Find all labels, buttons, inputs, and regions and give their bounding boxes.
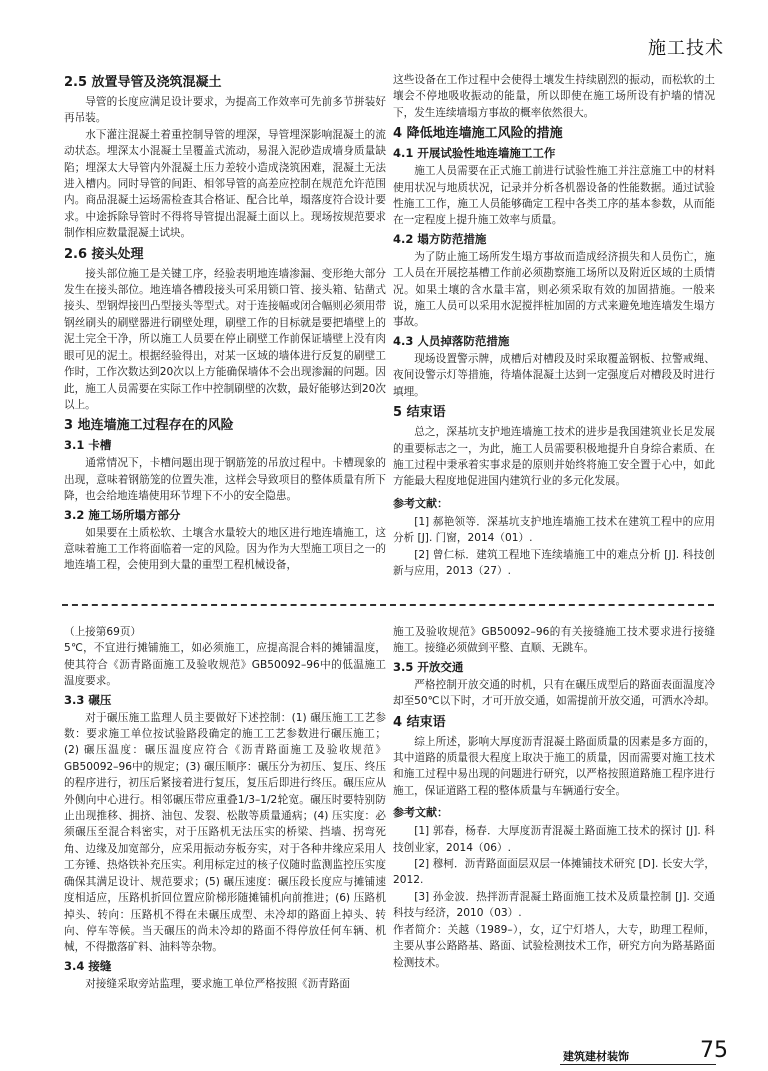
paragraph: 综上所述，影响大厚度沥青混凝土路面质量的因素是多方面的，其中道路的质量很大程度上取决于施工的质量，因而需要对施工技术和施工过程中易出现的问题进行研究，以严格按照道路施工程序进行施工，保证道路工程的整体质量与车辆通行安全。 — [393, 735, 715, 797]
reference-item: [1] 郝艳领等．深基坑支护地连墙施工技术在建筑工程中的应用分析 [J]. 门窗，2014（01）. — [393, 515, 715, 545]
subsection-heading: 4.2 塌方防范措施 — [393, 231, 487, 246]
subsection-heading: 3.1 卡槽 — [64, 438, 112, 453]
references-heading: 参考文献： — [393, 496, 448, 510]
paragraph: （上接第69页） — [64, 626, 142, 638]
paragraph: 严格控制开放交通的时机，只有在碾压成型后的路面表面温度冷却至50℃以下时，才可开放交通，如需提前开放交通，可洒水冷却。 — [393, 678, 715, 708]
subsection-heading: 3.3 碾压 — [64, 692, 112, 707]
footer-rule — [560, 1064, 716, 1065]
article-column-top-right — [393, 72, 715, 579]
paragraph: 现场设置警示牌，成槽后对槽段及时采取覆盖钢板、拉警戒绳、夜间设警示灯等措施，待墙体混凝土达到一定强度后对槽段及时进行填埋。 — [393, 352, 715, 398]
paragraph: 如果要在土质松软、土壤含水量较大的地区进行地连墙施工，这意味着施工工作将面临着一定的风险。因为作为大型施工项目之一的地连墙工程，会使用到大量的重型工程机械设备， — [64, 526, 386, 572]
reference-item: [1] 郭春，杨春．大厚度沥青混凝土路面施工技术的探讨 [J]. 科技创业家，2014（06）. — [393, 825, 715, 854]
paragraph: 作者简介：关越（1989–），女，辽宁灯塔人，大专，助理工程师，主要从事公路路基、路面、试验检测技术工作，研究方向为路基路面检测技术。 — [393, 923, 715, 969]
section-heading: 2.5 放置导管及浇筑混凝土 — [64, 75, 222, 90]
subsection-heading: 4.3 人员掉落防范措施 — [393, 333, 510, 348]
reference-item: [3] 孙金波．热拌沥青混凝土路面施工技术及质量控制 [J]. 交通科技与经济，2010（03）. — [393, 890, 715, 920]
section-heading: 4 结束语 — [393, 714, 446, 730]
reference-item: [2] 穆柯．沥青路面面层双层一体摊铺技术研究 [D]. 长安大学，2012. — [393, 858, 715, 887]
article-column-bottom-right — [393, 624, 715, 971]
reference-item: [2] 曾仁标．建筑工程地下连续墙施工中的难点分析 [J]. 科技创新与应用，2013（27）. — [393, 548, 715, 577]
subsection-heading: 3.4 接缝 — [64, 958, 112, 973]
paragraph: 施工人员需要在正式施工前进行试验性施工并注意施工中的材料使用状况与地质状况，记录并分析各机器设备的性能数据。通过试验性施工工作，施工人员能够确定工程中各类工序的基本参数，从而能在一定程度上提升施工效率与质量。 — [393, 165, 715, 227]
paragraph: 施工及验收规范》GB50092–96的有关接缝施工技术要求进行接缝施工。接缝必须做到平整、直顺、无跳车。 — [393, 626, 715, 655]
page-number: 75 — [700, 1038, 728, 1063]
subsection-heading: 4.1 开展试验性地连墙施工工作 — [393, 146, 556, 161]
paragraph: 接头部位施工是关键工序，经验表明地连墙渗漏、变形绝大部分发生在接头部位。地连墙各槽段接头可采用锁口管、接头箱、钻凿式接头、型钢焊接凹凸型接头等型式。对于连接幅或闭合幅则必须用带钢丝刷头的刷壁器进行刷壁处理，刷壁工作的目标就是要把墙壁上的泥土完全干净，所以施工人员要在停止刷壁工作前保证墙壁上没有肉眼可见的泥土。根据经验得出，对某一区域的墙体进行反复的刷壁工作时，工作次数达到20次以上方能确保墙体不会出现渗漏的问题。因此，施工人员需要在实际工作中控制刷壁的次数，最好能够达到20次以上。 — [64, 267, 386, 411]
article-column-top-left — [64, 70, 386, 574]
section-heading: 3 地连墙施工过程存在的风险 — [64, 418, 234, 434]
article-divider — [62, 604, 714, 606]
subsection-heading: 3.2 施工场所塌方部分 — [64, 507, 181, 522]
paragraph: 5℃，不宜进行摊铺施工，如必须施工，应提高混合料的摊铺温度，使其符合《沥青路面施工及验收规范》GB50092–96中的低温施工温度要求。 — [64, 642, 386, 688]
paragraph: 对于碾压施工监理人员主要做好下述控制：(1) 碾压施工工艺参数：要求施工单位按试验路段确定的施工工艺参数进行碾压施工；(2) 碾压温度：碾压温度应符合《沥青路面施工及验收规范》GB50092–96中的规定；(3) 碾压顺序：碾压分为初压、复压、终压的程序进行，初压后紧接着进行复压，复压后即进行终压。碾压应从外侧向中心进行。相邻碾压带应重叠1/3–1/2轮宽。碾压时要特别防止出现推移、拥挤、油包、发裂、松散等质量通病；(4) 压实度：必须碾压至混合料密实，对于压路机无法压实的桥梁、挡墙、拐弯死角、边缘及加宽部分，应采用振动夯板夯实，对于各种井缘应采用人工夯锤、热烙铁补充压实。利用标定过的核子仪随时监测监控压实度确保其满足设计、规范要求；(5) 碾压速度：碾压段长度应与摊铺速度相适应，压路机折回位置应阶梯形随摊铺机向前推进；(6) 压路机掉头、转向：压路机不得在未碾压成型、未冷却的路面上掉头、转向、停车等候。当天碾压的尚未冷却的路面不得停放任何车辆、机械，不得撒落矿料、油料等杂物。 — [64, 711, 386, 954]
section-heading: 5 结束语 — [393, 405, 446, 421]
paragraph: 水下灌注混凝土着重控制导管的埋深，导管埋深影响混凝土的流动状态。埋深太小混凝土呈覆盖式流动，易混入泥砂造成墙身质量缺陷；埋深太大导管内外混凝土压力差较小造成浇筑困难，混凝土无法进入槽内。同时导管的间距、相邻导管的高差应控制在规范允许范围内。商品混凝土运场需检查其合格证、配合比单，塌落度符合设计要求。中途拆除导管时不得将导管提出混凝土面以上。现场按规范要求制作相应数量混凝土试块。 — [64, 128, 386, 240]
article-column-bottom-left — [64, 624, 386, 992]
paragraph: 这些设备在工作过程中会使得土壤发生持续剧烈的振动，而松软的土壤会不停地吸收振动的能量，所以即使在施工场所设有护墙的情况下，发生连续墙塌方事故的概率依然很大。 — [393, 74, 715, 119]
subsection-heading: 3.5 开放交通 — [393, 659, 464, 674]
section-heading: 4 降低地连墙施工风险的措施 — [393, 126, 563, 142]
references-heading: 参考文献： — [393, 806, 448, 820]
paragraph: 导管的长度应满足设计要求，为提高工作效率可先前多节拼装好再吊装。 — [64, 96, 386, 125]
paragraph: 对接缝采取旁站监理，要求施工单位严格按照《沥青路面 — [85, 977, 351, 990]
paragraph: 通常情况下，卡槽问题出现于钢筋笼的吊放过程中。卡槽现象的出现，意味着钢筋笼的位置失准，这样会导致项目的整体质量有所下降，也会给地连墙使用环节埋下不小的安全隐患。 — [64, 457, 386, 503]
section-label: 施工技术 — [648, 38, 724, 59]
paragraph: 总之，深基坑支护地连墙施工技术的进步是我国建筑业长足发展的重要标志之一，为此，施工人员需要积极地提升自身综合素质、在施工过程中秉承着实事求是的原则并始终将施工安全置于心中，如此方能最大程度地促进国内建筑行业的多元化发展。 — [393, 426, 715, 488]
publication-name: 建筑建材装饰 — [563, 1050, 629, 1063]
paragraph: 为了防止施工场所发生塌方事故而造成经济损失和人员伤亡，施工人员在开展挖基槽工作前必须勘察施工场所以及附近区域的土质情况。如果土壤的含水量丰富，则必须采取有效的加固措施。一般来说，施工人员可以采用水泥搅拌桩加固的方式来避免地连墙发生塌方事故。 — [393, 250, 715, 329]
section-heading: 2.6 接头处理 — [64, 246, 144, 262]
